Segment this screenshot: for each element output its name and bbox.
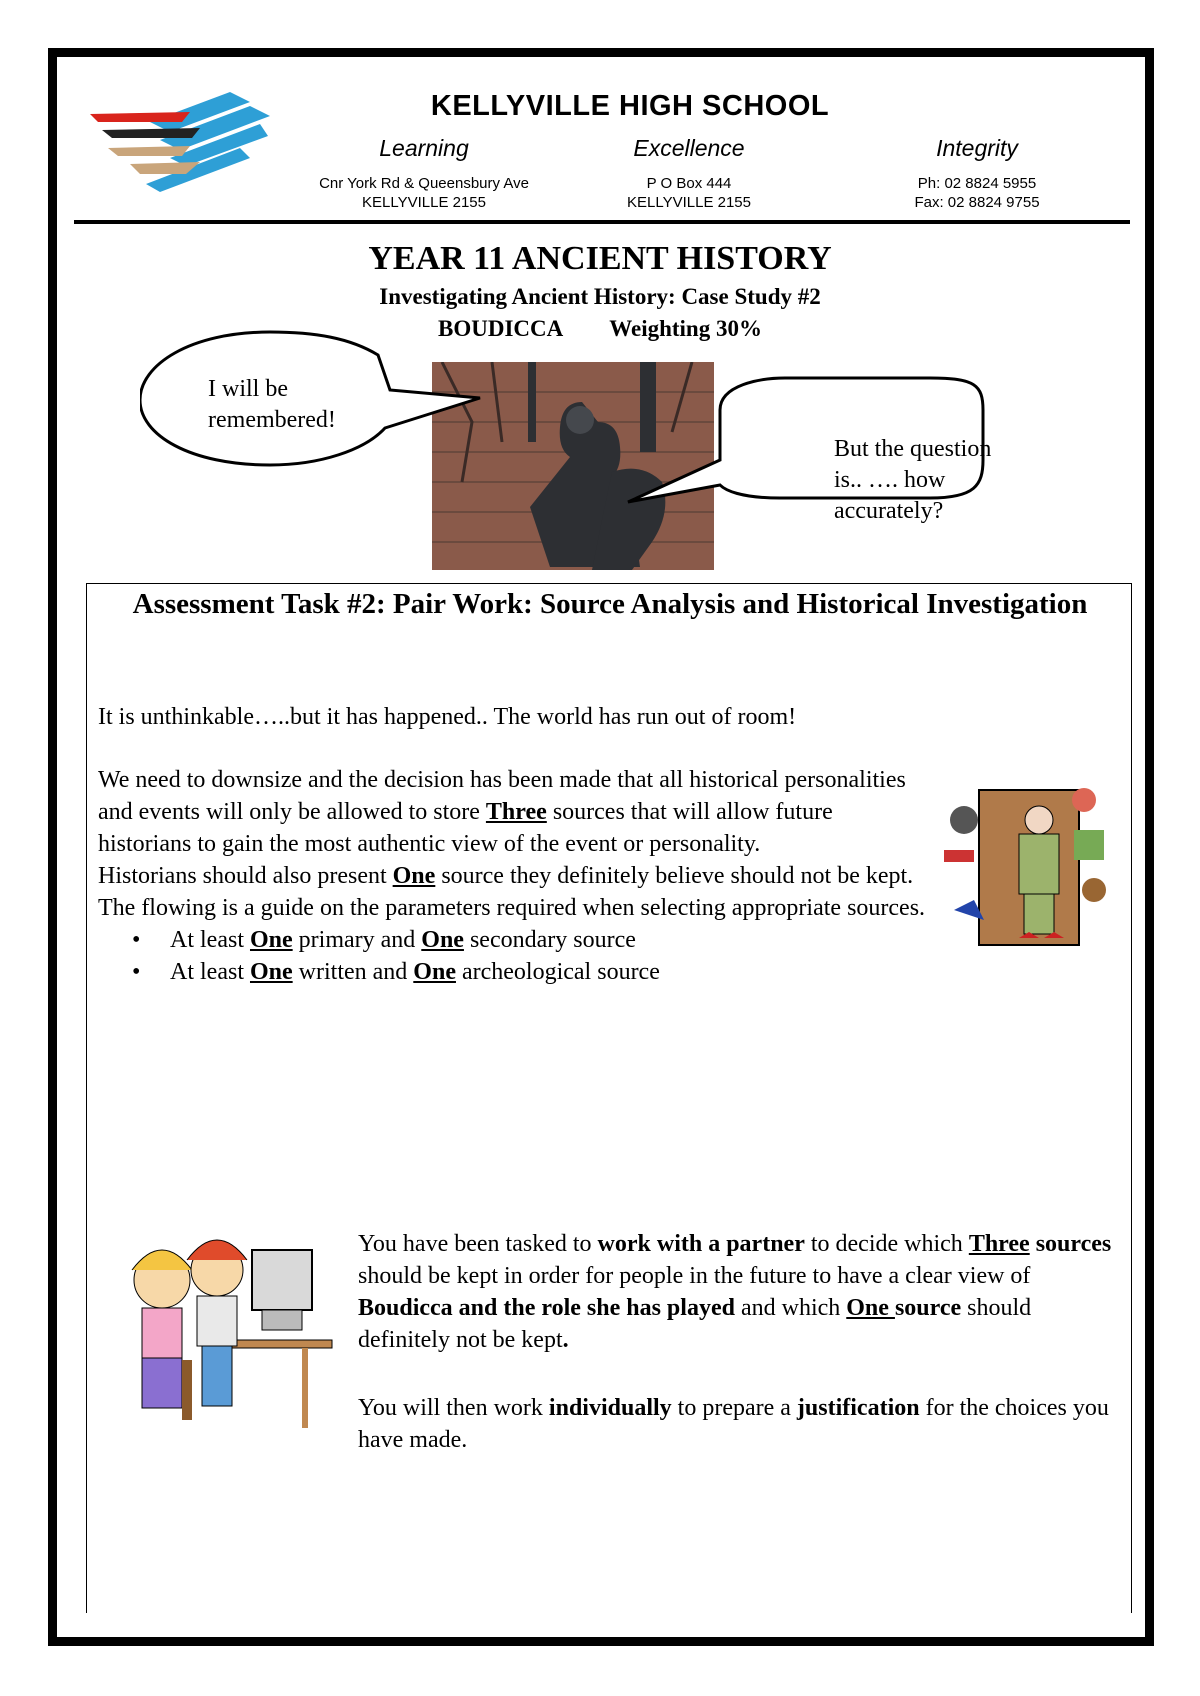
street-address: Cnr York Rd & Queensbury Ave KELLYVILLE 2155 (319, 175, 529, 211)
motto-integrity: Integrity (936, 135, 1018, 161)
kids-at-computer-cartoon (112, 1210, 340, 1450)
paragraph-reject-source: Historians should also present One source they definitely believe should not be kept. (98, 863, 914, 889)
school-name: KELLYVILLE HIGH SCHOOL (430, 90, 830, 122)
assessment-task-box (86, 583, 1132, 1613)
task-heading: Assessment Task #2: Pair Work: Source Analysis and Historical Investigation (132, 588, 1088, 620)
right-bubble-text: But the question is.. …. how accurately? (834, 436, 992, 524)
overflowing-closet-cartoon (924, 760, 1124, 960)
contact-details: Ph: 02 8824 5955 Fax: 02 8824 9755 (914, 175, 1040, 211)
motto-excellence: Excellence (633, 135, 745, 161)
paragraph-downsize: We need to downsize and the decision has been made that all historical personalities and events will only be allowed to store Three sources that will allow future historians to gain the most authentic view of the event or personality. (98, 767, 906, 857)
weighting: Weighting 30% (609, 316, 762, 341)
pair-work-instructions: You have been tasked to work with a partner to decide which Three sources should be kept in order for people in the future to have a clear view of Boudicca and the role she has played and which One source should definitely not be kept. (358, 1231, 1112, 1353)
header-divider (74, 220, 1130, 224)
page-subtitle: Investigating Ancient History: Case Study #2 (379, 284, 821, 309)
left-bubble-text: I will be remembered! (208, 376, 336, 433)
paragraph-guide: The flowing is a guide on the parameters required when selecting appropriate sources. (98, 895, 926, 921)
source-requirements-list (98, 924, 928, 988)
list-item: • At least One written and One archeological source (132, 959, 660, 985)
motto-learning: Learning (379, 135, 469, 161)
task-instructions (98, 764, 928, 988)
school-logo (90, 92, 270, 192)
individual-work-instructions: You will then work individually to prepare a justification for the choices you have made. (358, 1395, 1109, 1453)
list-item: • At least One primary and One secondary source (132, 927, 636, 953)
page-title: YEAR 11 ANCIENT HISTORY (368, 240, 832, 277)
postal-address: P O Box 444 KELLYVILLE 2155 (627, 175, 751, 211)
intro-text: It is unthinkable…..but it has happened.. The world has run out of room! (98, 704, 797, 730)
topic-name: BOUDICCA (438, 316, 564, 341)
